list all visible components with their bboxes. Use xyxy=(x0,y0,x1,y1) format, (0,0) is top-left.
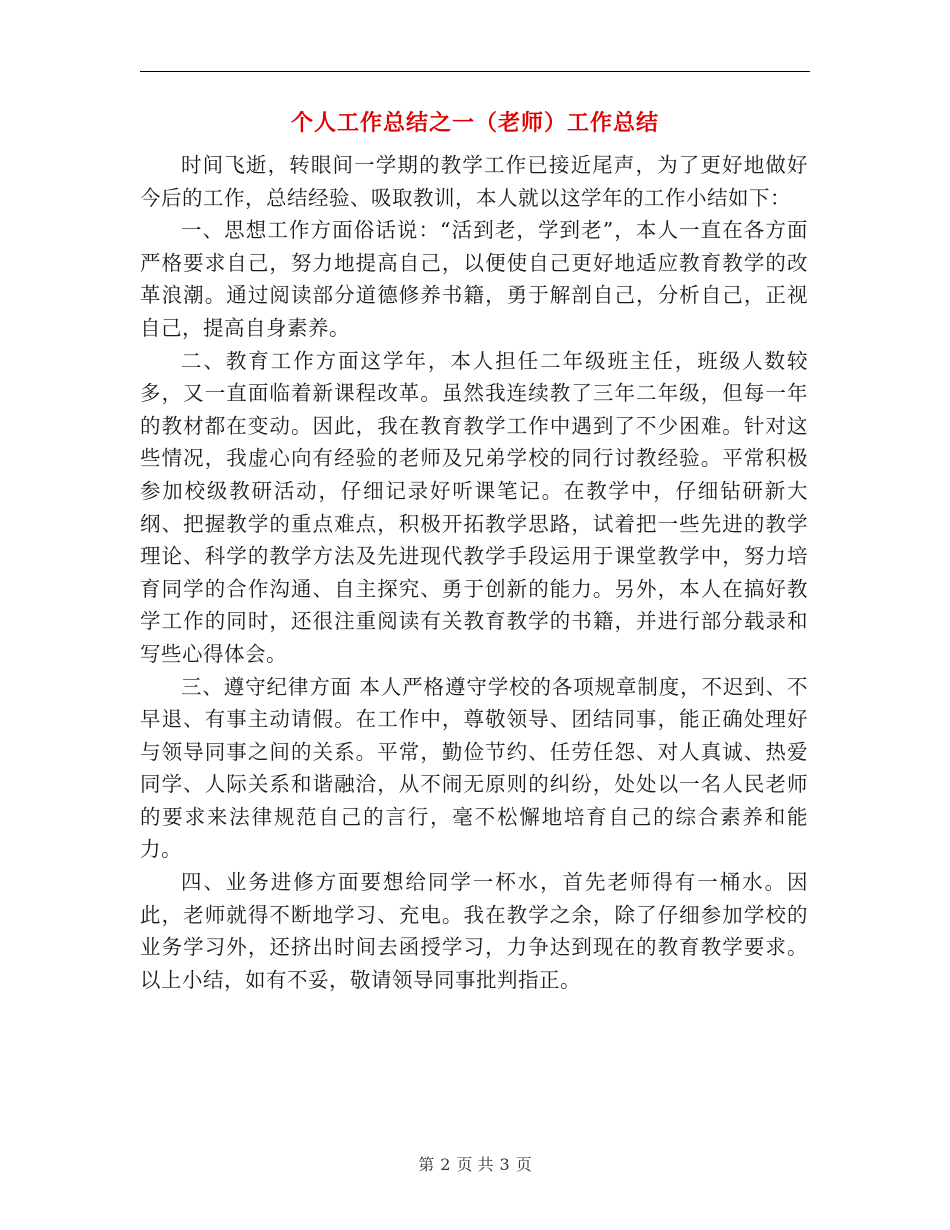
paragraph-intro: 时间飞逝，转眼间一学期的教学工作已接近尾声，为了更好地做好今后的工作，总结经验、吸取教训，本人就以这学年的工作小结如下： xyxy=(140,153,808,210)
page-prefix: 第 xyxy=(418,1155,435,1174)
header-rule xyxy=(140,71,810,72)
total-pages-number: 3 xyxy=(499,1155,510,1174)
paragraph-discipline: 三、遵守纪律方面 本人严格遵守学校的各项规章制度，不迟到、不早退、有事主动请假。在工作中，尊敬领导、团结同事，能正确处理好与领导同事之间的关系。平常，勤俭节约、任劳任怨、对人真诚、热爱同学、人际关系和谐融洽，从不闹无原则的纠纷，处处以一名人民老师的要求来法律规范自己的言行，毫不松懈地培育自己的综合素养和能力。 xyxy=(140,674,808,862)
paragraph-thought-work: 一、思想工作方面俗话说：“活到老，学到老”，本人一直在各方面严格要求自己，努力地提高自己，以便使自己更好地适应教育教学的改革浪潮。通过阅读部分道德修养书籍，勇于解剖自己，分析自己，正视自己，提高自身素养。 xyxy=(140,218,808,340)
current-page-number: 2 xyxy=(440,1155,451,1174)
page-mid: 页 共 xyxy=(456,1155,494,1174)
paragraph-professional-study: 四、业务进修方面要想给同学一杯水，首先老师得有一桶水。因此，老师就得不断地学习、充电。我在教学之余，除了仔细参加学校的业务学习外，还挤出时间去函授学习，力争达到现在的教育教学要求。 以上小结，如有不妥，敬请领导同事批判指正。 xyxy=(140,870,808,992)
document-title: 个人工作总结之一（老师）工作总结 xyxy=(290,111,659,136)
paragraph-education-work: 二、教育工作方面这学年，本人担任二年级班主任，班级人数较多，又一直面临着新课程改革。虽然我连续教了三年二年级，但每一年的教材都在变动。因此，我在教育教学工作中遇到了不少困难。针对这些情况，我虚心向有经验的老师及兄弟学校的同行讨教经验。平常积极参加校级教研活动，仔细记录好听课笔记。在教学中，仔细钻研新大纲、把握教学的重点难点，积极开拓教学思路，试着把一些先进的教学理论、科学的教学方法及先进现代教学手段运用于课堂教学中，努力培育同学的合作沟通、自主探究、勇于创新的能力。另外，本人在搞好教学工作的同时，还很注重阅读有关教育教学的书籍，并进行部分载录和写些心得体会。 xyxy=(140,348,808,666)
page-footer xyxy=(0,1154,950,1176)
page-suffix: 页 xyxy=(515,1155,532,1174)
document-body xyxy=(140,149,808,996)
